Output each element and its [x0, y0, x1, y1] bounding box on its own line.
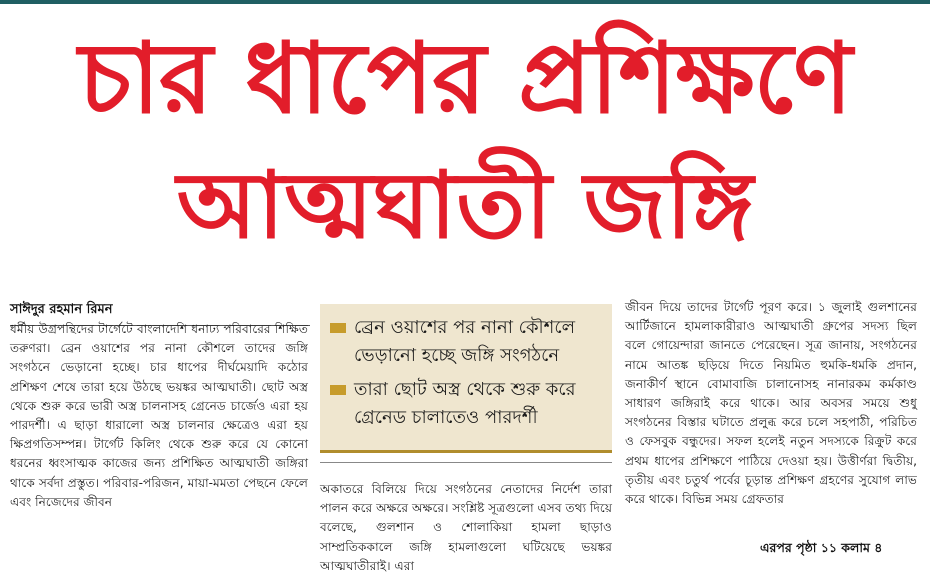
article-column-2: অকাতরে বিলিয়ে দিয়ে সংগঠনের নেতাদের নির্দেশ তারা পালন করে অক্ষরে অক্ষরে। সংশ্লিষ্ট সূত্রগুলো এসব তথ্য দিয়ে বলেছে, গুলশান ও শোলাকিয়া হামলা ছাড়াও সাম্প্রতিককালে জঙ্গি হামলাগুলো ঘটিয়েছে ভয়ঙ্কর আত্মঘাতীরাই। এরা: [320, 482, 612, 573]
pull-quote-point-2: [330, 376, 610, 432]
top-rule: [0, 0, 930, 4]
pull-quote-text-1: ব্রেন ওয়াশের পর নানা কৌশলে ভেড়ানো হচ্ছে জঙ্গি সংগঠনে: [354, 317, 575, 366]
pull-quote-box: [320, 304, 612, 453]
headline-line-1: চার ধাপের প্রশিক্ষণে: [78, 22, 852, 136]
square-bullet-icon: [330, 323, 346, 333]
article-column-1: ধর্মীয় উগ্রপন্থিদের টার্গেটে বাংলাদেশি ধনাঢ্য পরিবারের শিক্ষিত তরুণরা। ব্রেন ওয়াশের পর নানা কৌশলে তাদের জঙ্গি সংগঠনে ভেড়ানো হচ্ছে। চার ধাপের দীর্ঘমেয়াদি কঠোর প্রশিক্ষণ শেষে তারা হয়ে উঠছে ভয়ঙ্কর আত্মঘাতী। ছোট অস্ত্র থেকে শুরু করে ভারী অস্ত্র চালনাসহ গ্রেনেড চার্জেও এরা হয় পারদর্শী। এ ছাড়া ধারালো অস্ত্র চালনার ক্ষেত্রেও এরা হয় ক্ষিপ্রগতিসম্পন্ন। টার্গেট কিলিং থেকে শুরু করে যে কোনো ধরনের ধ্বংসাত্মক কাজের জন্য প্রশিক্ষিত আত্মঘাতী জঙ্গিরা থাকে সর্বদা প্রস্তুত। পরিবার-পরিজন, মায়া-মমতা পেছনে ফেলে এবং নিজেদের জীবন: [10, 322, 308, 509]
byline: সাঈদুর রহমান রিমন: [10, 300, 310, 326]
article-column-3: জীবন দিয়ে তাদের টার্গেট পূরণ করে। ১ জুলাই গুলশানের আর্টিজানে হামলাকারীরাও আত্মঘাতী গ্রুপের সদস্য ছিল বলে গোয়েন্দারা জানতে পেরেছেন। সূত্র জানায়, সংগঠনের নামে আতঙ্ক ছড়িয়ে দিতে নিয়মিত হুমকি-ধমকি প্রদান, জনাকীর্ণ স্থানে বোমাবাজি চালানোসহ নানারকম কর্মকাণ্ড সাধারণ জঙ্গিরাই করে থাকে। আর অবসর সময়ে শুধু সংগঠনের বিস্তার ঘটাতে প্রলুব্ধ করে চলে সহপাঠী, পরিচিত ও ফেসবুক বন্ধুদের। সফল হলেই নতুন সদস্যকে রিক্রুট করে প্রথম ধাপের প্রশিক্ষণে পাঠিয়ে দেওয়া হয়। উত্তীর্ণরা দ্বিতীয়, তৃতীয় এবং চতুর্থ পর্বের চূড়ান্ত প্রশিক্ষণ গ্রহণের সুযোগ লাভ করে থাকে। বিভিন্ন সময় গ্রেফতার: [625, 300, 917, 507]
square-bullet-icon: [330, 385, 346, 395]
headline-line-2: আত্মঘাতী জঙ্গি: [176, 152, 754, 259]
continuation-note[interactable]: এরপর পৃষ্ঠা ১১ কলাম ৪: [760, 540, 883, 555]
column-divider: [320, 462, 612, 463]
pull-quote-point-1: [330, 314, 610, 370]
pull-quote-text-2: তারা ছোট অস্ত্র থেকে শুরু করে গ্রেনেড চালাতেও পারদর্শী: [354, 379, 576, 428]
